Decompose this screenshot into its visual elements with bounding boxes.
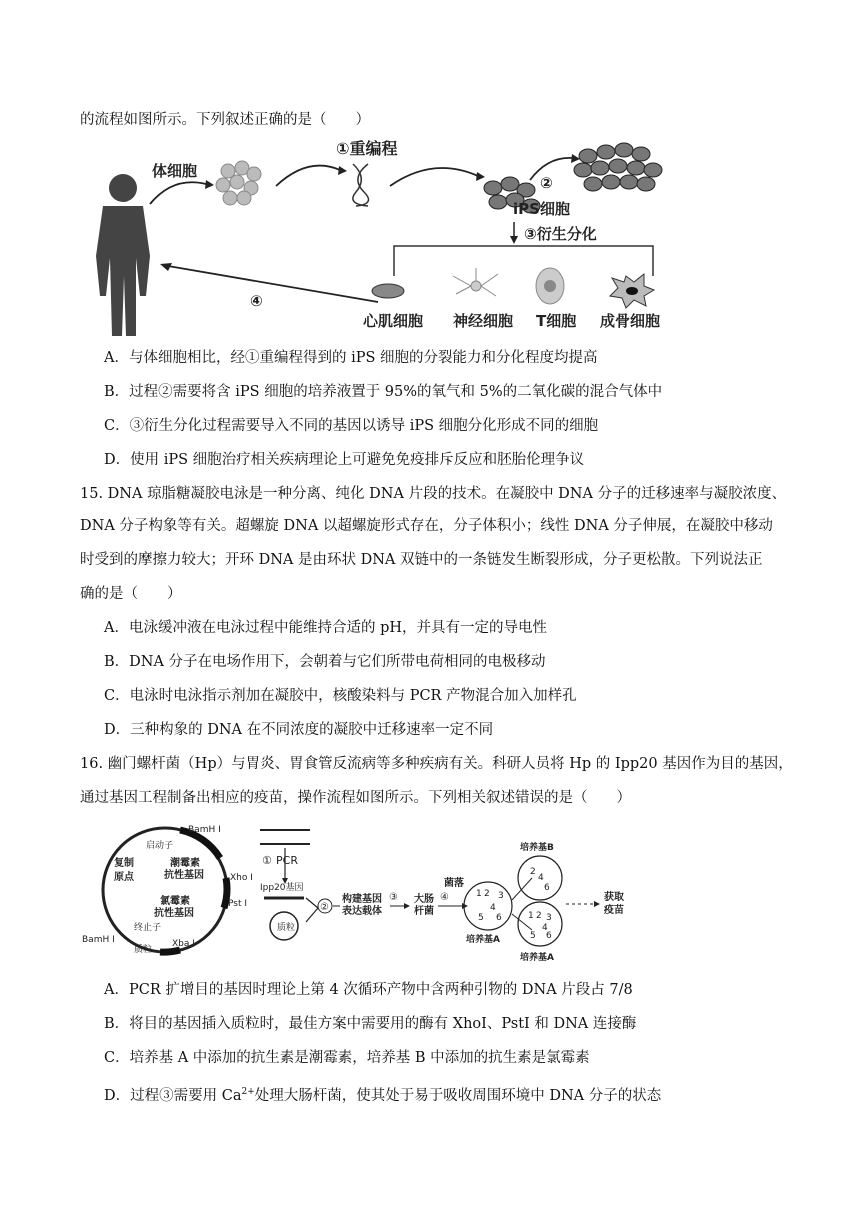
q15-stem-line: 确的是（ ） <box>80 586 182 602</box>
label-step4: ④ <box>250 292 263 310</box>
dna-helix-icon <box>353 164 369 206</box>
q14-option-c: C．③衍生分化过程需要导入不同的基因以诱导 iPS 细胞分化形成不同的细胞 <box>104 418 599 434</box>
label-terminator: 终止子 <box>134 923 162 933</box>
q16-stem-line: 16. 幽门螺杆菌（Hp）与胃炎、胃食管反流病等多种疾病有关。科研人员将 Hp 的 Ipp20 基因作为目的基因， <box>80 756 793 772</box>
dish-b-number: 2 <box>530 867 536 877</box>
label-pcr-step: ① <box>262 854 272 867</box>
q15-stem-line: 时受到的摩擦力较大；开环 DNA 是由环状 DNA 双链中的一条链发生断裂形成，分子更松散。下列说法正 <box>80 552 763 568</box>
label-derived-differentiation: ③衍生分化 <box>524 225 597 243</box>
label-step2-circle: ② <box>320 902 329 913</box>
label-hygromycin: 潮霉素 <box>170 858 200 869</box>
label-t-cell: T细胞 <box>536 312 577 330</box>
proliferated-cell-cluster <box>574 143 662 191</box>
label-ecoli-2: 杆菌 <box>414 906 434 917</box>
q15-stem-line: 15. DNA 琼脂糖凝胶电泳是一种分离、纯化 DNA 片段的技术。在凝胶中 DNA 分子的迁移速率与凝胶浓度、 <box>80 486 787 502</box>
q15-option-b: B．DNA 分子在电场作用下，会朝着与它们所带电荷相同的电极移动 <box>104 654 546 670</box>
label-reprogramming: ①重编程 <box>336 139 398 158</box>
label-plasmid: 质粒 <box>134 945 153 955</box>
dish-a2-number: 3 <box>546 913 552 923</box>
q16-stem-line: 通过基因工程制备出相应的疫苗，操作流程如图所示。下列相关叙述错误的是（ ） <box>80 790 631 806</box>
dish-a2-number: 5 <box>530 931 536 941</box>
q16-figure <box>80 818 660 966</box>
label-obtain: 获取 <box>604 892 624 903</box>
dish-b-number: 4 <box>538 873 544 883</box>
q15-option-d: D．三种构象的 DNA 在不同浓度的凝胶中迁移速率一定不同 <box>104 722 494 738</box>
q16-option-c: C．培养基 A 中添加的抗生素是潮霉素，培养基 B 中添加的抗生素是氯霉素 <box>104 1050 590 1066</box>
label-hygromycin-gene: 抗性基因 <box>164 870 204 881</box>
q14-stem: 的流程如图所示。下列叙述正确的是（ ） <box>80 112 370 128</box>
q14-option-d: D．使用 iPS 细胞治疗相关疾病理论上可避免免疫排斥反应和胚胎伦理争议 <box>104 452 585 468</box>
label-medium-b: 培养基B <box>520 843 554 853</box>
human-body-figure <box>96 174 150 336</box>
body-cell-cluster <box>216 161 261 205</box>
label-ecoli: 大肠 <box>414 894 434 905</box>
neuron-icon <box>453 268 498 296</box>
q15-option-c: C．电泳时电泳指示剂加在凝胶中，核酸染料与 PCR 产物混合加入加样孔 <box>104 688 577 704</box>
dish-a-number: 4 <box>490 903 496 913</box>
q14-figure <box>78 136 698 341</box>
label-expression-vector: 表达载体 <box>342 906 382 917</box>
q16-option-d-pre: D．过程③需要用 Ca <box>104 1087 242 1104</box>
q15-stem-line: DNA 分子构象等有关。超螺旋 DNA 以超螺旋形式存在，分子体积小；线性 DNA 分子伸展，在凝胶中移动 <box>80 518 773 534</box>
label-step4: ④ <box>440 892 449 903</box>
dish-a2-number: 6 <box>546 931 552 941</box>
dish-a-number: 2 <box>484 889 490 899</box>
dish-a2-number: 4 <box>542 923 548 933</box>
label-xbai: Xba I <box>172 939 195 949</box>
label-chloramphenicol-gene: 抗性基因 <box>154 908 194 919</box>
q16-option-b: B．将目的基因插入质粒时，最佳方案中需要用的酶有 XhoI、PstI 和 DNA 连接酶 <box>104 1016 637 1032</box>
dish-a-number: 6 <box>496 913 502 923</box>
cardiomyocyte-icon <box>372 284 404 298</box>
dish-a2-number: 1 <box>528 911 534 921</box>
dish-b-number: 6 <box>544 883 550 893</box>
label-neuron: 神经细胞 <box>453 312 514 330</box>
label-medium-a: 培养基A <box>466 935 500 945</box>
label-replication-origin-2: 原点 <box>114 872 134 883</box>
label-vaccine: 疫苗 <box>604 905 624 916</box>
label-medium-a2: 培养基A <box>520 953 554 963</box>
label-osteoblast: 成骨细胞 <box>600 312 661 330</box>
q14-option-a: A．与体细胞相比，经①重编程得到的 iPS 细胞的分裂能力和分化程度均提高 <box>104 350 598 366</box>
q16-option-d-post: 处理大肠杆菌，使其处于易于吸收周围环境中 DNA 分子的状态 <box>254 1087 662 1104</box>
label-build-vector: 构建基因 <box>342 894 382 905</box>
dish-a-number: 3 <box>498 891 504 901</box>
q15-option-a: A．电泳缓冲液在电泳过程中能维持合适的 pH，并具有一定的导电性 <box>104 620 548 636</box>
label-bamhi-bottom: BamH I <box>82 935 115 945</box>
label-ipp20-gene: Ipp20基因 <box>260 883 304 893</box>
q16-option-d-sup: 2+ <box>241 1087 255 1097</box>
label-body-cell: 体细胞 <box>152 162 198 180</box>
label-ips-cell: iPS细胞 <box>513 200 570 218</box>
label-xhoi: Xho I <box>230 873 253 883</box>
label-step3: ③ <box>389 892 398 903</box>
label-colony: 菌落 <box>444 878 464 889</box>
label-psti: Pst I <box>228 899 248 909</box>
label-step2: ② <box>540 174 553 192</box>
label-pcr: PCR <box>276 854 298 867</box>
dish-a-number: 5 <box>478 913 484 923</box>
label-replication-origin: 复制 <box>114 858 134 869</box>
dish-a-number: 1 <box>476 889 482 899</box>
label-bamhi-top: BamH I <box>188 825 221 835</box>
q16-option-d <box>104 1082 661 1106</box>
label-promoter: 启动子 <box>146 841 174 851</box>
label-cardiomyocyte: 心肌细胞 <box>363 312 424 330</box>
q14-option-b: B．过程②需要将含 iPS 细胞的培养液置于 95%的氧气和 5%的二氧化碳的混合气体中 <box>104 384 663 400</box>
dish-a2-number: 2 <box>536 911 542 921</box>
label-plasmid-circle: 质粒 <box>277 923 296 933</box>
label-chloramphenicol: 氯霉素 <box>160 896 190 907</box>
q16-option-a: A．PCR 扩增目的基因时理论上第 4 次循环产物中含两种引物的 DNA 片段占 7/8 <box>104 982 633 998</box>
